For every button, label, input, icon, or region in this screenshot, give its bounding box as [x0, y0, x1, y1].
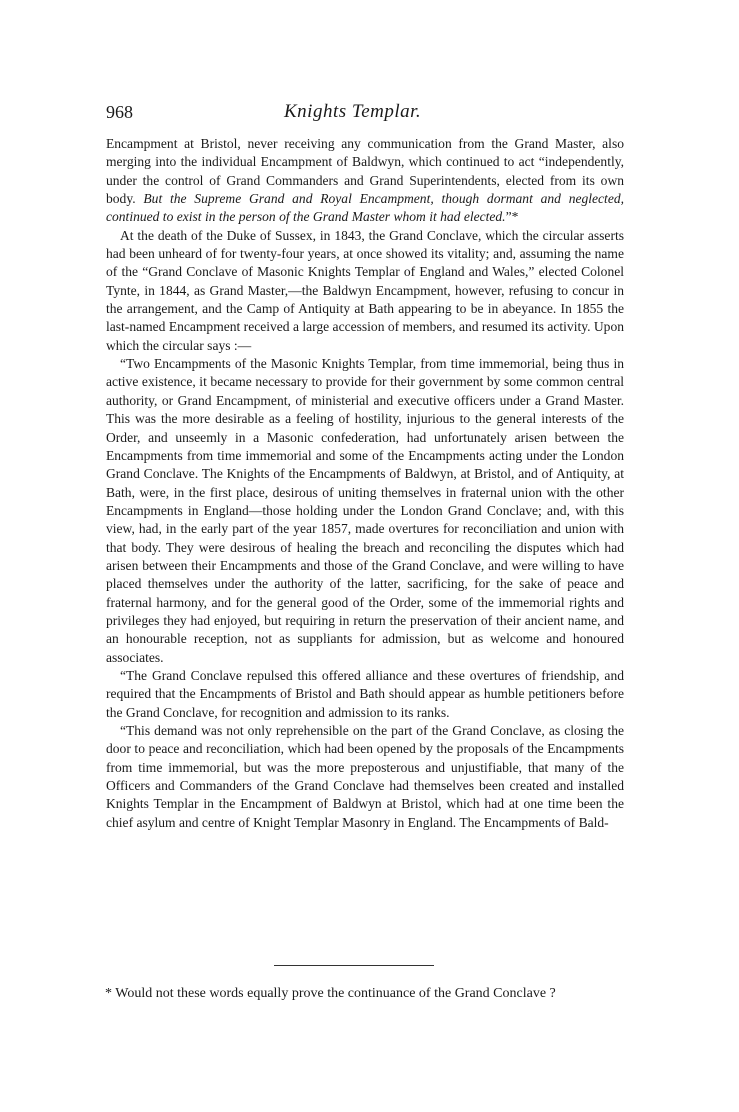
paragraph-3-quotation: “Two Encampments of the Masonic Knights Templar, from time immemorial, being thus in active existence, it became necessary to provide for their government by some common central authority, or Grand Encampment, of ministerial and executive officers under a Grand Master. This was the more desirable as a feeling of hostility, injurious to the general interests of the Order, and unseemly in a Masonic confederation, had unfortunately arisen between the Encampments from time immemorial and some of the Encampments acting under the London Grand Conclave. The Knights of the Encampments of Baldwyn, at Bristol, and of Antiquity, at Bath, were, in the first place, desirous of uniting themselves in fraternal union with the other Encampments in England—those holding under the London Grand Conclave; and, with this view, had, in the early part of the year 1857, made overtures for reconciliation and union with that body. They were desirous of healing the breach and reconciling the disputes which had arisen between their Encampments and those of the Grand Conclave, and were willing to have placed themselves under the authority of the latter, sacrificing, for the sake of peace and fraternal harmony, and for the general good of the Order, some of the immemorial rights and privileges they had enjoyed, but requiring in return the preservation of their ancient name, and an honourable reception, not as suppliants for admission, but as welcome and honoured associates. — [106, 356, 624, 665]
paragraph-4-quotation: “The Grand Conclave repulsed this offered alliance and these overtures of friendship, and required that the Encampments of Bristol and Bath should appear as humble petitioners before the Grand Conclave, for recognition and admission to its ranks. — [106, 667, 624, 720]
page-header — [106, 101, 626, 125]
footnote-divider — [274, 965, 434, 966]
paragraph-1-italic: But the Supreme Grand and Royal Encampment, though dormant and neglected, continued to exist in the person of the Grand Master whom it had elected. — [106, 191, 624, 225]
paragraph-1 — [106, 135, 624, 227]
paragraph-2: At the death of the Duke of Sussex, in 1843, the Grand Conclave, which the circular asserts had been unheard of for twenty-four years, at once showed its vitality; and, assuming the name of the “Grand Conclave of Masonic Knights Templar of England and Wales,” elected Colonel Tynte, in 1844, as Grand Master,—the Baldwyn Encampment, however, refusing to concur in the arrangement, and the Camp of Antiquity at Bath appearing to be in abeyance. In 1855 the last-named Encampment received a large accession of members, and resumed its activity. Upon which the circular says :— — [106, 227, 624, 353]
page-number: 968 — [106, 102, 133, 122]
main-text — [106, 135, 624, 832]
paragraph-1-roman: Encampment at Bristol, never receiving any communication from the Grand Master, also merging into the individual Encampment of Baldwyn, which continued to act “independently, under the control of Grand Commanders and Grand Superintendents, elected from its own body. — [106, 136, 624, 207]
footnote-marker: ”* — [505, 209, 519, 225]
footnote-text: * Would not these words equally prove the continuance of the Grand Conclave ? — [105, 986, 556, 1001]
footnote — [89, 984, 609, 1003]
paragraph-5-quotation: “This demand was not only reprehensible on the part of the Grand Conclave, as closing the door to peace and reconciliation, which had been opened by the proposals of the Encampments from time immemorial, but was the more preposterous and unjustifiable, that many of the Officers and Commanders of the Grand Conclave had themselves been created and installed Knights Templar in the Encampment of Baldwyn at Bristol, which had at one time been the chief asylum and centre of Knight Templar Masonry in England. The Encampments of Bald- — [106, 723, 624, 830]
running-title: Knights Templar. — [284, 101, 422, 122]
